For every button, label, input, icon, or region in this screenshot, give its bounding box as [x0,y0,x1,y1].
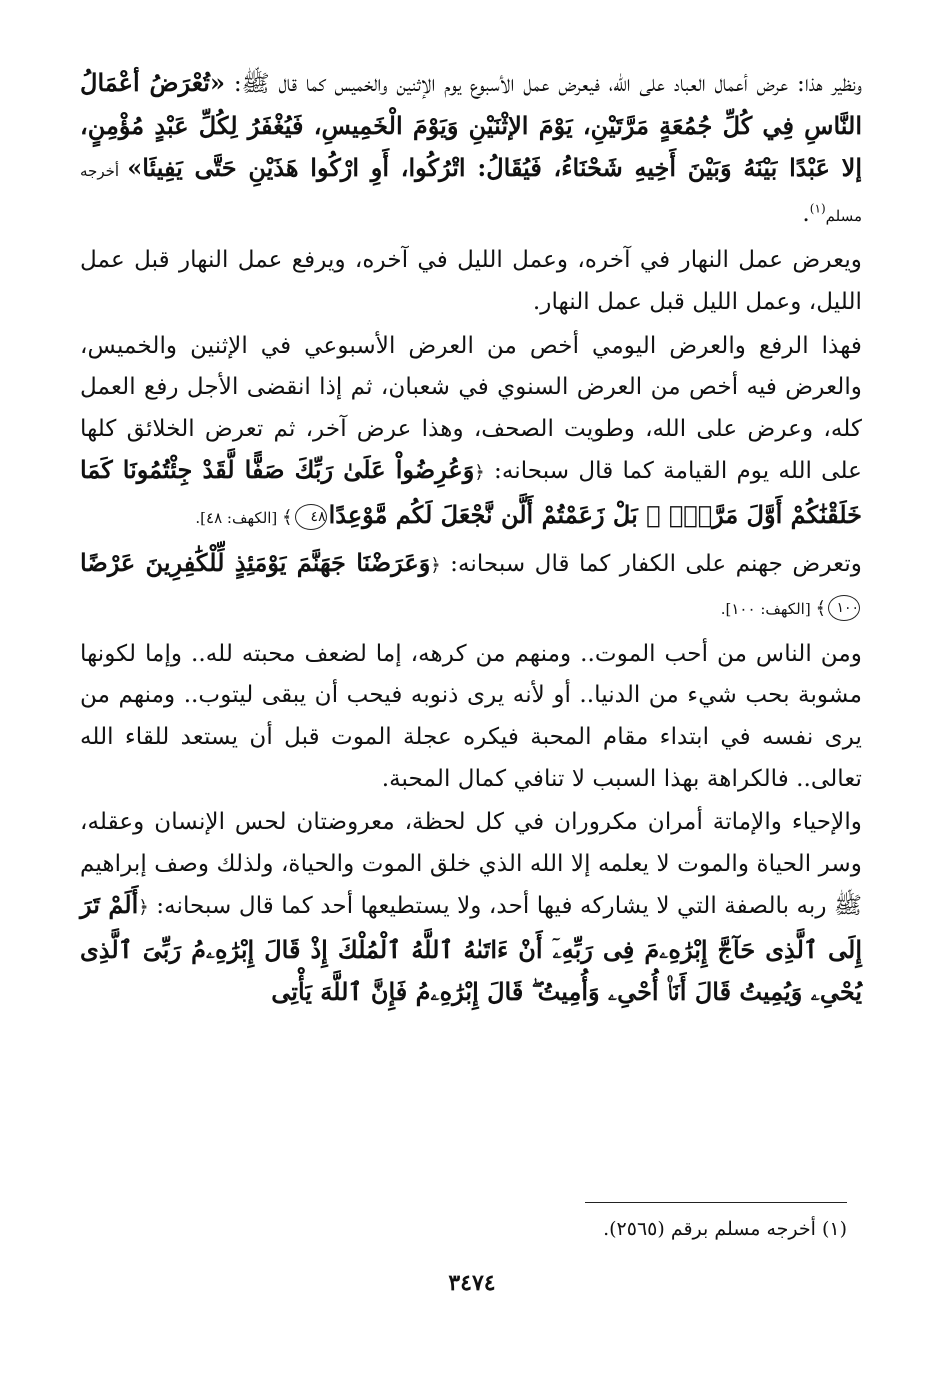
ayah-open-bracket: ﴿ [138,897,149,919]
footnote: (١) أخرجه مسلم برقم (٢٥٦٥). [603,1218,847,1240]
paragraph-text: ومن الناس من أحب الموت.. ومنهم من كرهه، إما لضعف محبته لله.. وإما لكونها مشوبة بحب شيء من الدنيا.. أو لأنه يرى ذنوبه فيحب أن يبقى ليتوب.. ومنهم من يرى نفسه في ابتداء مقام المحبة فيكره عجلة الموت قبل أن يستعد للقاء الله تعالى.. فالكراهة بهذا السبب لا تنافي كمال المحبة. [80,639,862,792]
verse-reference: [الكهف: ١٠٠]. [720,600,816,619]
verse-reference: [الكهف: ٤٨]. [195,508,283,527]
ayah-open-bracket: ﴿ [430,554,441,576]
paragraph-presentation-levels [80,325,862,540]
paragraph-weekly-presentation [80,62,862,237]
paragraph-love-of-death [80,633,862,799]
page-number: ٣٤٧٤ [448,1270,496,1296]
paragraph-text: والإحياء والإماتة أمران مكروران في كل لحظة، معروضتان لحس الإنسان وعقله، وسر الحياة والموت لا يعلمه إلا الله الذي خلق الموت والحياة، ولذلك وصف إبراهيم ﷺ ربه بالصفة التي لا يشاركه فيها أحد، ولا يستطيعها أحد كما قال سبحانه: [80,808,863,920]
paragraph-end: . [802,199,810,227]
hadith-source: أخرجه مسلم [80,162,862,225]
footnote-marker[interactable]: (١) [809,201,826,216]
paragraph-text: فهذا الرفع والعرض اليومي أخص من العرض الأسبوعي في الإثنين والخميس، والعرض فيه أخص من العرض السنوي في شعبان، ثم إذا انقضى الأجل رفع العمل كله، وعرض على الله، وطويت الصحف، وهذا عرض آخر، ثم تعرض الخلائق كلها على الله يوم القيامة كما قال سبحانه: [80,331,862,485]
hadith-quote: «تُعْرَضُ أعْمَالُ النَّاسِ فِي كُلِّ جُمُعَةٍ مَرَّتَيْنِ، يَوْمَ الإثْنَيْنِ وَيَوْمَ الْخَمِيسِ، فَيُغْفَرُ لِكُلِّ عَبْدٍ مُؤْمِنٍ، إلا عَبْدًا بَيْنَهُ وَبَيْنَ أَخِيهِ شَحْنَاءُ، فَيُقَالُ: اتْرُكُوا، أَوِ ارْكُوا هَذَيْنِ حَتَّى يَفِيئَا» [80,68,862,183]
paragraph-life-and-death [80,801,862,1014]
paragraph-daily-presentation [80,239,862,322]
ayah-open-bracket: ﴿ [474,462,485,484]
quran-verse: وَعُرِضُواْ عَلَىٰ رَبِّكَ صَفًّا لَّقَدْ جِئْتُمُونَا كَمَا خَلَقْنَٰكُمْ أَوَّلَ مَرَّةٍۭ ۚ بَلْ زَعَمْتُمْ أَلَّن نَّجْعَلَ لَكُم مَّوْعِدًا [80,455,862,529]
quran-verse: وَعَرَضْنَا جَهَنَّمَ يَوْمَئِذٍ لِّلْكَٰفِرِينَ عَرْضًا [80,547,431,577]
ayah-number-marker: ٤٨ [295,504,327,530]
paragraph-text: وتعرض جهنم على الكفار كما قال سبحانه: [440,549,862,577]
paragraph-hell-presentation [80,542,862,631]
ayah-close-bracket: ﴾ [815,598,826,620]
paragraph-text: ويعرض عمل النهار في آخره، وعمل الليل في آخره، ويرفع عمل النهار قبل عمل الليل، وعمل الليل قبل عمل النهار. [80,246,862,315]
ayah-number-marker: ١٠٠ [828,595,860,621]
quran-verse: أَلَمْ تَرَ إِلَى ٱلَّذِى حَآجَّ إِبْرَٰهِۦمَ فِى رَبِّهِۦٓ أَنْ ءَاتَىٰهُ ٱللَّهُ ٱلْمُلْكَ إِذْ قَالَ إِبْرَٰهِۦمُ رَبِّىَ ٱلَّذِى يُحْىِۦ وَيُمِيتُ قَالَ أَنَا۠ أُحْىِۦ وَأُمِيتُ ۖ قَالَ إِبْرَٰهِۦمُ فَإِنَّ ٱللَّهَ يَأْتِى [80,890,862,1007]
paragraph-text: ونظير هذا: عرض أعمال العباد على الله، فيعرض عمل الأسبوع يوم الإثنين والخميس كما قال ﷺ: [224,70,862,97]
footnote-divider [585,1202,847,1203]
ayah-close-bracket: ﴾ [282,506,293,528]
